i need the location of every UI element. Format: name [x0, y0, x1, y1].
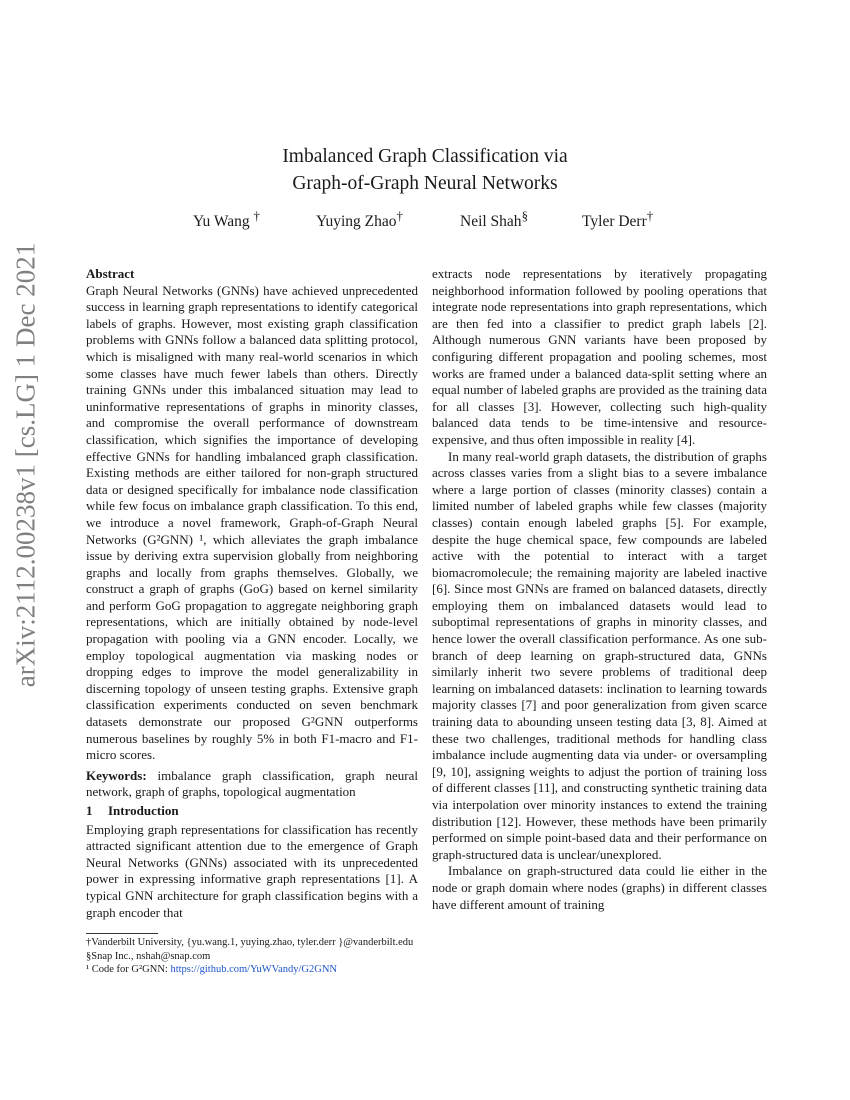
intro-paragraph-1: Employing graph representations for classification has recently attracted significant attention due to the emergence of Graph Neural Networks (GNNs) associated with its unprecedented power in expressing informative graph representations [1]. A typical GNN architecture for graph classification begins with a graph encoder that	[86, 821, 418, 920]
author-1	[193, 208, 260, 231]
affiliation-mark: †	[646, 208, 654, 223]
author-name: Yuying Zhao	[316, 213, 397, 231]
right-paragraph-3: Imbalance on graph-structured data could lie either in the node or graph domain where nodes (graphs) in different classes have different amount of training	[432, 863, 767, 912]
affiliation-mark: †	[253, 208, 260, 223]
footnote-affiliation-vanderbilt: †Vanderbilt University, {yu.wang.1, yuying.zhao, tyler.derr }@vanderbilt.edu	[86, 937, 414, 949]
title-line-2: Graph-of-Graph Neural Networks	[292, 173, 558, 194]
right-paragraph-1: extracts node representations by iteratively propagating neighborhood information followed by pooling operations that integrate node representations into graph representations, which are then fed into a classifier to predict graph labels [2]. Although numerous GNN variants have been proposed by configuring different propagation and pooling schemes, most works are framed under a balanced data-split setting where an equal number of labeled graphs are provided as the training data for all classes [3]. However, collecting such high-quality balanced data tends to be time-intensive and resource-expensive, and thus often impossible in reality [4].	[432, 266, 767, 447]
paper-title	[0, 143, 850, 197]
right-paragraph-2: In many real-world graph datasets, the distribution of graphs across classes varies from a slight bias to a severe imbalance where a large portion of classes (minority classes) contain a limited number of labeled graphs while few classes (majority classes) contain enough labeled graphs [5]. For example, despite the huge chemical space, few compounds are labeled active with the potential to interact with a target biomacromolecule; the remaining majority are labeled inactive [6]. Since most GNNs are framed on balanced datasets, directly employing them on imbalanced datasets would lead to suboptimal representations of graphs in minority classes, and hence lower the overall classification performance. As one sub-branch of deep learning on graph-structured data, GNNs similarly inherit two severe problems of traditional deep learning on imbalanced datasets: inclination to learning towards majority classes [7] and poor generalization from given scarce training data to abounding unseen testing data [3, 8]. Aimed at these two challenges, traditional methods for handling class imbalance include augmenting data via under- or oversampling [9, 10], assigning weights to adjust the portion of training loss of different classes [11], and constructing synthetic training data via interpolation over minority instances to extend the training distribution [12]. However, these methods have been primarily performed on simple point-based data and their performance on graph-structured data is unclear/unexplored.	[432, 448, 767, 862]
author-2	[316, 208, 403, 231]
author-name: Yu Wang	[193, 213, 254, 231]
footnote-code	[86, 963, 418, 977]
title-line-1: Imbalanced Graph Classification via	[282, 146, 568, 167]
abstract-text: Graph Neural Networks (GNNs) have achieved unprecedented success in learning graph representations to identify categorical labels of graphs. However, most existing graph classification problems with GNNs follow a balanced data splitting protocol, which is misaligned with many real-world scenarios in which some classes have much fewer labels than others. Directly training GNNs under this imbalanced situation may lead to uninformative representations of graphs in minority classes, and compromise the overall performance of downstream classification, which signifies the importance of developing effective GNNs for handling imbalanced graph classification. Existing methods are either tailored for non-graph structured data or designed specifically for imbalance node classification while few focus on imbalance graph classification. To this end, we introduce a novel framework, Graph-of-Graph Neural Networks (G²GNN) ¹, which alleviates the graph imbalance issue by deriving extra supervision globally from neighboring graphs and locally from graphs themselves. Globally, we construct a graph of graphs (GoG) based on kernel similarity and perform GoG propagation to aggregate neighboring graph representations, which are initially obtained by node-level propagation with pooling via a GNN encoder. Locally, we employ topological augmentation via masking nodes or dropping edges to improve the model generalizability in discerning topology of unseen testing graphs. Extensive graph classification experiments conducted on seven benchmark datasets demonstrate our proposed G²GNN outperforms numerous baselines by roughly 5% in both F1-macro and F1-micro scores.	[86, 282, 418, 763]
code-link[interactable]: https://github.com/YuWVandy/G2GNN	[170, 964, 337, 976]
section-number: 1	[86, 803, 93, 818]
affiliation-mark: †	[396, 208, 403, 223]
abstract-heading: Abstract	[86, 266, 135, 281]
section-heading	[86, 803, 418, 820]
affiliation-mark: §	[521, 208, 529, 223]
author-name: Tyler Derr	[582, 213, 647, 231]
arxiv-stamp-text: arXiv:2112.00238v1 [cs.LG] 1 Dec 2021	[10, 242, 41, 688]
left-column	[86, 266, 418, 977]
footnote-affiliation-snap: §Snap Inc., nshah@snap.com	[86, 950, 211, 962]
arxiv-stamp	[2, 242, 50, 688]
author-list	[0, 208, 850, 232]
author-3	[460, 208, 528, 231]
keywords-text: imbalance graph classification, graph neural network, graph of graphs, topological augmentation	[86, 767, 418, 800]
section-title: Introduction	[108, 803, 179, 818]
author-name: Neil Shah	[460, 213, 522, 231]
footnote-code-prefix: ¹ Code for G²GNN:	[86, 964, 171, 976]
footnote-rule	[86, 933, 158, 934]
keywords-label: Keywords:	[86, 767, 147, 783]
author-4	[582, 208, 653, 231]
right-column	[432, 266, 767, 913]
keywords	[86, 768, 418, 801]
